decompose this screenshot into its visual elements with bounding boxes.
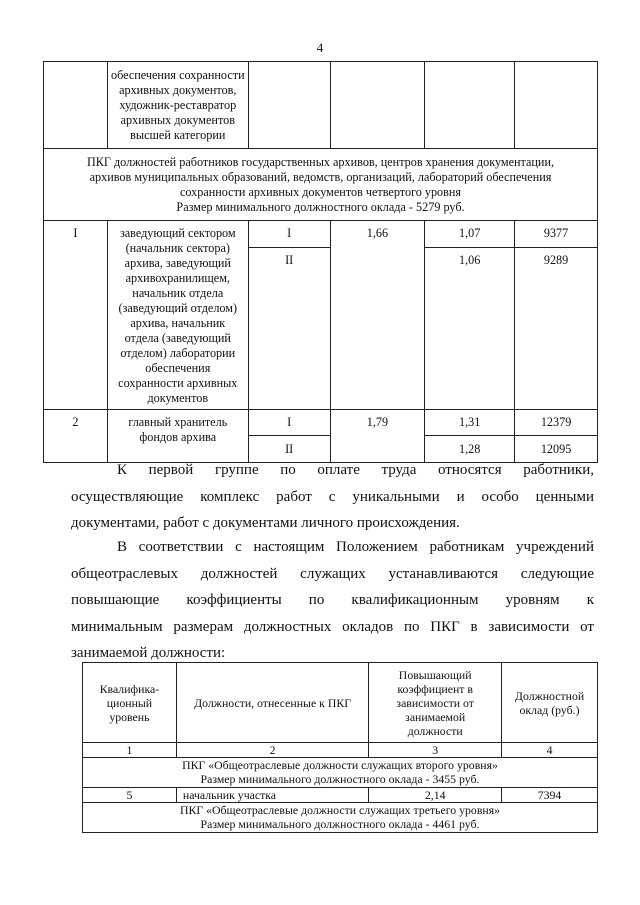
header-line: должности xyxy=(407,723,463,738)
paragraph-line: В соответствии с настоящим Положением работникам учреждений xyxy=(117,539,594,555)
pkg-group-row xyxy=(83,758,598,788)
position-line: документов xyxy=(147,391,209,405)
header-line: занимаемой xyxy=(405,709,466,724)
pkg-group-cell xyxy=(83,803,598,833)
table-row xyxy=(83,788,598,803)
paragraph-line: повышающие коэффициенты по квалификационным уровням к xyxy=(71,592,594,608)
pkg-group-line: Размер минимального должностного оклада - 4461 руб. xyxy=(200,817,480,831)
coef1-cell: 1,66 xyxy=(330,221,425,410)
table-header-row xyxy=(83,663,598,743)
table-cell xyxy=(44,62,108,149)
position-cell xyxy=(107,221,248,410)
group-cell: II xyxy=(248,248,330,410)
header-line: коэффициент в xyxy=(397,681,473,696)
column-number: 2 xyxy=(176,743,368,758)
position-line: отдела (заведующий xyxy=(124,331,231,345)
table-cell xyxy=(425,62,515,149)
header-level xyxy=(83,663,177,743)
group-cell: I xyxy=(248,221,330,248)
coef-cell: 2,14 xyxy=(369,788,502,803)
paragraph-line: занимаемой должности: xyxy=(71,645,226,661)
position-line: фондов архива xyxy=(139,430,217,444)
position-line: архивохранилищем, xyxy=(125,271,230,285)
table-cell xyxy=(515,62,598,149)
paragraph-line: общеотраслевых должностей служащих устанавливаются следующие xyxy=(71,565,594,582)
header-line: ционный xyxy=(106,695,153,710)
pkg-header-line: ПКГ должностей работников государственных архивов, центров хранения документации, xyxy=(86,155,555,169)
pkg-group-line: ПКГ «Общеотраслевые должности служащих третьего уровня» xyxy=(179,803,501,817)
table-row xyxy=(44,221,598,248)
position-line: заведующий сектором xyxy=(119,226,236,240)
column-number: 3 xyxy=(369,743,502,758)
coef2-cell: 1,31 xyxy=(425,410,515,436)
pkg-header-line: Размер минимального должностного оклада - 5279 руб. xyxy=(176,200,465,214)
position-line: (начальник сектора) xyxy=(125,241,230,255)
header-salary xyxy=(502,663,598,743)
group-cell: II xyxy=(248,436,330,463)
position-line: сохранности архивных xyxy=(118,376,238,390)
salary-cell: 9377 xyxy=(515,221,598,248)
level-cell: 5 xyxy=(83,788,177,803)
header-line: Квалифика- xyxy=(99,681,160,696)
position-line: архива, заведующий xyxy=(124,256,231,270)
pkg-group-line: Размер минимального должностного оклада - 3455 руб. xyxy=(200,772,480,786)
position-cell: начальник участка xyxy=(176,788,368,803)
position-line: архива, начальник xyxy=(130,316,226,330)
position-line: (заведующий отделом) xyxy=(118,301,238,315)
coef1-cell: 1,79 xyxy=(330,410,425,463)
pkg-group-cell xyxy=(83,758,598,788)
paragraph-first-group xyxy=(71,457,594,537)
position-line: обеспечения xyxy=(145,361,211,375)
paragraph-line: К первой группе по оплате труда относятся работники, xyxy=(117,462,594,478)
group-cell: I xyxy=(248,410,330,436)
table-cell xyxy=(330,62,425,149)
table-row xyxy=(44,62,598,149)
salary-cell: 12095 xyxy=(515,436,598,463)
table-cell xyxy=(248,62,330,149)
column-number-row xyxy=(83,743,598,758)
paragraph-line: минимальным размерам должностных окладов по ПКГ в зависимости от xyxy=(71,618,594,635)
salary-cell: 9289 xyxy=(515,248,598,410)
pkg-header-row xyxy=(44,149,598,221)
position-line: главный хранитель xyxy=(128,415,228,429)
pkg-header-cell xyxy=(44,149,598,221)
salary-cell: 12379 xyxy=(515,410,598,436)
column-number: 4 xyxy=(502,743,598,758)
pkg-group-line: ПКГ «Общеотраслевые должности служащих второго уровня» xyxy=(182,758,498,772)
header-line: Повышающий xyxy=(398,667,472,682)
pkg-group-row xyxy=(83,803,598,833)
coef2-cell: 1,06 xyxy=(425,248,515,410)
salary-cell: 7394 xyxy=(502,788,598,803)
position-line: начальник отдела xyxy=(132,286,224,300)
header-line: оклад (руб.) xyxy=(519,702,580,717)
coef2-cell: 1,07 xyxy=(425,221,515,248)
level-cell: 2 xyxy=(44,410,108,463)
header-line: Должностной xyxy=(514,688,585,703)
position-line: обеспечения сохранности xyxy=(110,68,245,82)
general-positions-table xyxy=(82,662,598,833)
header-positions: Должности, отнесенные к ПКГ xyxy=(176,663,368,743)
coef2-cell: 1,28 xyxy=(425,436,515,463)
level-cell: I xyxy=(44,221,108,410)
position-cell xyxy=(107,410,248,463)
position-cell xyxy=(107,62,248,149)
position-line: высшей категории xyxy=(130,128,226,142)
position-line: художник-реставратор xyxy=(119,98,237,112)
column-number: 1 xyxy=(83,743,177,758)
page-number: 4 xyxy=(316,40,324,55)
position-line: отделом) лаборатории xyxy=(120,346,236,360)
pkg-header-line: архивов муниципальных образований, ведомств, организаций, лабораторий обеспечения xyxy=(89,170,552,184)
header-coefficient xyxy=(369,663,502,743)
position-line: архивных документов, xyxy=(119,83,237,97)
paragraph-line: осуществляющие комплекс работ с уникальными и особо ценными xyxy=(71,488,594,505)
position-line: архивных документов xyxy=(120,113,235,127)
paragraph-coefficients xyxy=(71,534,594,667)
salary-table-archives xyxy=(43,61,598,463)
header-line: уровень xyxy=(109,709,150,724)
header-line: зависимости от xyxy=(396,695,474,710)
table-row xyxy=(44,410,598,436)
pkg-header-line: сохранности архивных документов четвертого уровня xyxy=(179,185,462,199)
paragraph-line: документами, работ с документами личного происхождения. xyxy=(71,515,460,531)
